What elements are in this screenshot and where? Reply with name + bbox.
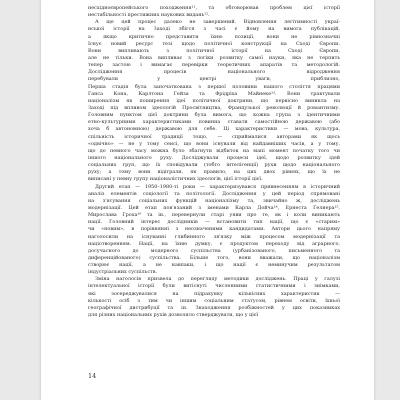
book-page xyxy=(41,0,374,400)
text-line: географічної дистрибуції та ін. Знаходження розбіжностей у цих показниках xyxy=(88,304,340,311)
text-line: що до певного часу можна було збагнути відбиток на мапі момент початку того чи xyxy=(88,147,340,154)
text-line: іншого національного руху. Досліджували процеси ідеї, щодо розвитку ідей xyxy=(88,154,340,161)
text-line: Зміна наголосів призвела до перегляду методики досліджень. Праці у галузі xyxy=(95,276,340,283)
text-line: модернізації. Цей етап пов'язаний з іменами Карла Дойча¹⁴, Ернеста Гелнера¹⁵, xyxy=(88,204,340,211)
text-line: етно-культурними характеристиками повинна ставати самостійною державою (або xyxy=(88,119,340,126)
text-line: хоча б автономною) державою для себе. Ці характеристики — мова, культура, xyxy=(88,126,340,133)
text-line: А ще цей процес далеко не завершений. Відновлення легітимності украї- xyxy=(95,19,340,26)
text-line: але не тільки. Вона випливає з логіки розвитку самої науки, яка не терпить xyxy=(88,54,340,61)
text-line: нестабільності престижних наукових видань¹². xyxy=(88,12,210,19)
text-line: Перша стадія була започаткована з першої половини нашого століття працями xyxy=(88,83,340,90)
text-line: аналіз елементів соціології та політології. Дослідження у цей період спрямовані xyxy=(88,190,340,197)
page-number: 14 xyxy=(88,372,97,380)
text-line: досучасного до модерного суспільства (урбанізованого, письменного та xyxy=(88,247,340,254)
text-line: спільність історичної традиції тощо, — сприймалися авторами як щось xyxy=(88,133,340,140)
text-line: чи «новим», в порівнянні з неозначеними кандидатами. Автори цього напряму xyxy=(88,226,340,233)
text-line: виписані у певну групу націоналістичних ідеологів, цієї історії цієї. xyxy=(88,176,263,183)
text-line: Існує новий ресурс тезі щодо політичної конструкції на Сході Європи. xyxy=(88,40,340,47)
text-line: інтелектуальної історії були витіснуті численними статистичними і знімками, xyxy=(88,283,340,290)
text-line: націотворенням. Нації, на їхню думку, є продуктом переходу від аграрного, xyxy=(88,240,340,247)
paragraph xyxy=(88,184,340,277)
text-line: тепер застою і вимагає перевірки теоретичних апаратів та методологій. xyxy=(88,62,340,69)
text-line: які зосереджувалися на підрахунку кількісних характеристик — xyxy=(88,290,340,297)
text-line: на з'ясування соціальних функцій націоналізму та, звичайно ж, досліджень xyxy=(88,197,340,204)
paragraph xyxy=(88,276,340,319)
paragraph xyxy=(88,5,340,19)
text-line: руху; а тому вони відіграли, як правило, на цих двох рівнях, що їх не xyxy=(88,169,340,176)
text-line: нації. Головний інтерес дослідників — встановити тип нації, що є «старим» xyxy=(88,219,340,226)
text-line: націоналізм як поширення ідеї політичної доктрини, що первісно виникла на xyxy=(88,97,340,104)
text-line: нської історії на Заході збігся з часі є йому на вимога публікацій, xyxy=(88,26,340,33)
body-text xyxy=(88,5,340,319)
text-line: кількості осіб з тим чи іншим соціальним статусом, рівнем освіти, їхньої xyxy=(88,297,340,304)
text-line: несхідноєвропейського походження¹¹, та обговорював проблем цієї історії xyxy=(88,5,340,11)
text-line: перебували у центрі уваги, приблизно, xyxy=(88,76,340,83)
text-line: наголосили на існуванні глибинного зв'язку між процесом модернізації та xyxy=(88,233,340,240)
paragraph xyxy=(88,19,340,183)
text-line: Вони випливають з політичної історії на Сході Європи, xyxy=(88,47,340,54)
text-line: Другий етап — 1950–1980-ті роки — характеризувався привнесенням в історичний xyxy=(95,183,340,190)
text-line: Дослідження процесів національного відродження xyxy=(88,69,340,76)
text-line: Головним пунктом цієї доктрини була вимога, що кожна група з ідентичними xyxy=(88,112,340,119)
text-line: Ганса Кона, Карлтона Гейза та Фрідріха Майнеке¹³. Вони трактували xyxy=(88,90,340,97)
text-line: Заході під впливом ідеологій Просвітництва, Французької революції й романтизму. xyxy=(88,104,340,111)
text-line: для різних національних рухів дозволяло стверджувати, що у цієї xyxy=(88,312,259,319)
text-line: Мирослава Гроха¹⁶ та ін., перевернули старі уяви про те, як і коли виникають xyxy=(88,212,340,219)
text-line: соціальних груп, що їх сповідували (тобто інтелігенції) рухи щодо національного xyxy=(88,162,340,169)
text-line: створює нації, а не навпаки, і що нації є неминучим результатом xyxy=(88,262,340,269)
text-line: диференційованого) суспільства. Більше того, вони вважали, що націоналізм xyxy=(88,254,340,261)
text-line: «одвічно» — не у тому сенсі, що вони існували від найдавніших часів, а у тому, xyxy=(88,140,340,147)
text-line: а якщо критично представити їхню позиції, вони не рівнозначні xyxy=(88,33,340,40)
text-line: індустріальних суспільств. xyxy=(88,269,158,276)
